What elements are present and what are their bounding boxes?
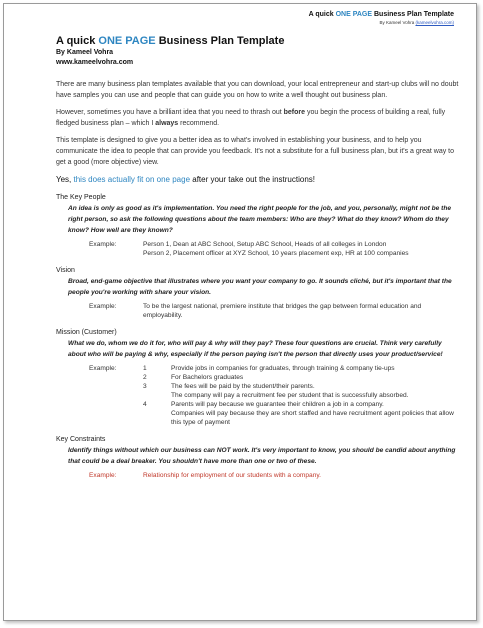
document-body	[56, 34, 460, 480]
website-line: www.kameelvohra.com	[56, 59, 134, 66]
author-line: By Kameel Vohra	[56, 49, 114, 56]
example-label: Example:	[89, 472, 117, 479]
emphasis-before: before	[283, 109, 306, 116]
header-byline	[309, 19, 454, 26]
list-item: 1 Provide jobs in companies for graduates, through training & company tie-ups	[143, 365, 395, 372]
example-line: Person 1, Dean at ABC School, Setup ABC School, Heads of all colleges in London	[143, 241, 387, 248]
header-title-accent: ONE PAGE	[335, 11, 373, 18]
example-label: Example:	[89, 241, 117, 248]
example-line: Person 2, Placement officer at XYZ School, 10 years placement exp, HR at 100 companies	[143, 250, 409, 257]
section-heading-mission: Mission (Customer)	[56, 329, 117, 336]
title-accent: ONE PAGE	[98, 35, 156, 47]
section-description: An idea is only as good as it's implementation. You need the right people for the job, and you, personally, might not be the right person, so ask the following questions about the team members: Who are they? What do they know? Whom do they know? How well are they known?	[68, 205, 452, 234]
intro-paragraph-1: There are many business plan templates available that you can download, your local entrepreneur and start-up clubs will no doubt have samples you can use and people that can guide you on how to write a well thought out business plan.	[56, 81, 459, 99]
document-title	[56, 34, 460, 48]
section-description: Broad, end-game objective that illustrates where you want your company to go. It sounds cliché, but it's important that the people you're working with share your vision.	[68, 278, 452, 296]
header-author: By Kameel Vohra	[379, 20, 415, 25]
list-item: 2 For Bachelors graduates	[143, 374, 244, 381]
intro-paragraph-2: However, sometimes you have a brilliant idea that you need to thrash out before you begin the process of building a real, fully fledged business plan – which I always recommend.	[56, 109, 446, 127]
list-item: Companies will pay because they are short staffed and have recruitment agent policies that allow this type of payment	[171, 410, 454, 426]
section-example	[89, 302, 460, 320]
one-page-tagline: Yes, this does actually fit on one page after your take out the instructions!	[56, 175, 315, 184]
title-pre: A quick	[56, 35, 99, 47]
example-line: To be the largest national, premiere institute that bridges the gap between formal education and employability.	[143, 303, 422, 319]
section-description: Identify things without which our business can NOT work. It's very important to know, you should be candid about anything that could be a deal breaker. You shouldn't have more than one or two of these.	[68, 447, 456, 465]
title-post: Business Plan Template	[155, 35, 285, 47]
header-title-post: Business Plan Template	[372, 11, 454, 18]
intro-paragraph-3: This template is designed to give you a better idea as to what's involved in establishing your business, and to help you communicate the idea to people that can provide you feedback. It's not a substitute for a full business plan, but it's a great way to get a good (more objective) view.	[56, 137, 455, 166]
emphasis-always: always	[155, 120, 179, 127]
section-heading-key-people: The Key People	[56, 194, 106, 201]
section-example	[89, 240, 460, 258]
example-label: Example:	[89, 303, 117, 310]
tagline-accent: this does actually fit on one page	[73, 175, 191, 184]
list-item: The company will pay a recruitment fee per student that is successfully absorbed.	[171, 392, 409, 399]
example-label: Example:	[89, 365, 117, 372]
section-description: What we do, whom we do it for, who will pay & why will they pay? These four questions are crucial. Think very carefully about who will be paying & why, especially if the person paying isn't the person that directly uses your product/service!	[68, 340, 443, 358]
section-example	[89, 471, 460, 480]
page-header	[309, 10, 454, 26]
list-item: 4 Parents will pay because we guarantee their children a job in a company.	[143, 401, 384, 408]
document-page	[3, 3, 477, 621]
section-example	[89, 364, 460, 427]
list-item: 3 The fees will be paid by the student/their parents.	[143, 383, 315, 390]
section-heading-vision: Vision	[56, 267, 75, 274]
header-link[interactable]: (kameelvohra.com)	[415, 20, 454, 25]
section-heading-key-constraints: Key Constraints	[56, 436, 106, 443]
header-title-pre: A quick	[308, 11, 336, 18]
example-line: Relationship for employment of our students with a company.	[143, 472, 321, 479]
header-title	[309, 10, 454, 19]
